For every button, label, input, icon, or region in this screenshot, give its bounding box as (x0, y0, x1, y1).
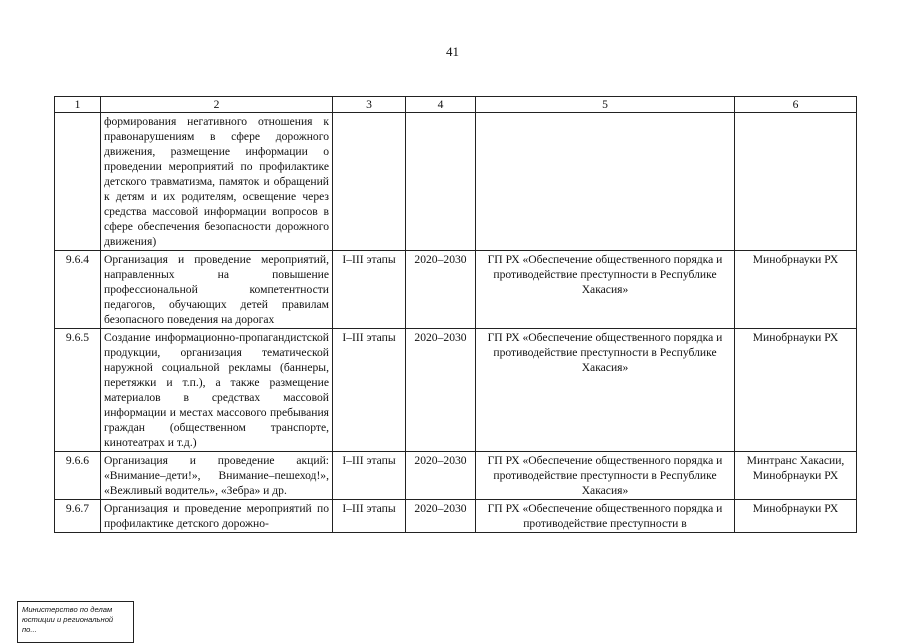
header-col-4: 4 (406, 97, 476, 113)
row-program: ГП РХ «Обеспечение общественного порядка и противодействие преступности в (476, 500, 735, 533)
header-col-5: 5 (476, 97, 735, 113)
row-description: Организация и проведение акций: «Внимание–дети!», Внимание–пешеход!», «Вежливый водитель», «Зебра» и др. (101, 452, 333, 500)
row-program (476, 113, 735, 251)
row-program: ГП РХ «Обеспечение общественного порядка и противодействие преступности в Республике Хакасия» (476, 452, 735, 500)
row-period (406, 113, 476, 251)
row-description: Создание информационно-пропагандистской продукции, организация тематической наружной социальной рекламы (баннеры, перетяжки и т.п.), а также размещение материалов в средствах массовой информации и местах массового пребывания граждан (общественном транспорте, кинотеатрах и т.д.) (101, 329, 333, 452)
row-number: 9.6.6 (55, 452, 101, 500)
stamp-line: Министерство по делам (22, 605, 113, 614)
row-number: 9.6.7 (55, 500, 101, 533)
row-period: 2020–2030 (406, 500, 476, 533)
measures-table (54, 96, 857, 533)
row-executor (735, 113, 857, 251)
header-col-6: 6 (735, 97, 857, 113)
row-stage (333, 113, 406, 251)
row-program: ГП РХ «Обеспечение общественного порядка и противодействие преступности в Республике Хакасия» (476, 251, 735, 329)
table-row (55, 113, 857, 251)
stamp-line: юстиции и региональной (22, 615, 114, 624)
row-stage: I–III этапы (333, 329, 406, 452)
row-executor: Минобрнауки РХ (735, 329, 857, 452)
ministry-stamp (17, 601, 134, 643)
row-program: ГП РХ «Обеспечение общественного порядка и противодействие преступности в Республике Хакасия» (476, 329, 735, 452)
row-executor: Минобрнауки РХ (735, 251, 857, 329)
row-number: 9.6.4 (55, 251, 101, 329)
stamp-line: по... (22, 625, 37, 634)
header-col-2: 2 (101, 97, 333, 113)
row-description: формирования негативного отношения к правонарушениям в сфере дорожного движения, размещение информации о проведении мероприятий по профилактике детского травматизма, памяток и обращений к детям и их родителям, освещение через средства массовой информации вопросов в сфере обеспечения безопасности дорожного движения) (101, 113, 333, 251)
table-row (55, 452, 857, 500)
row-description: Организация и проведение мероприятий по профилактике детского дорожно- (101, 500, 333, 533)
row-number: 9.6.5 (55, 329, 101, 452)
row-stage: I–III этапы (333, 452, 406, 500)
header-row (55, 97, 857, 113)
row-stage: I–III этапы (333, 500, 406, 533)
header-col-1: 1 (55, 97, 101, 113)
header-col-3: 3 (333, 97, 406, 113)
row-period: 2020–2030 (406, 251, 476, 329)
page-number: 41 (446, 44, 459, 59)
row-number (55, 113, 101, 251)
row-stage: I–III этапы (333, 251, 406, 329)
table-row (55, 500, 857, 533)
table-row (55, 251, 857, 329)
table-row (55, 329, 857, 452)
row-executor: Минобрнауки РХ (735, 500, 857, 533)
row-period: 2020–2030 (406, 329, 476, 452)
row-period: 2020–2030 (406, 452, 476, 500)
row-executor: Минтранс Хакасии, Минобрнауки РХ (735, 452, 857, 500)
row-description: Организация и проведение мероприятий, направленных на повышение профессиональной компетентности педагогов, обучающих детей правилам безопасного поведения на дорогах (101, 251, 333, 329)
